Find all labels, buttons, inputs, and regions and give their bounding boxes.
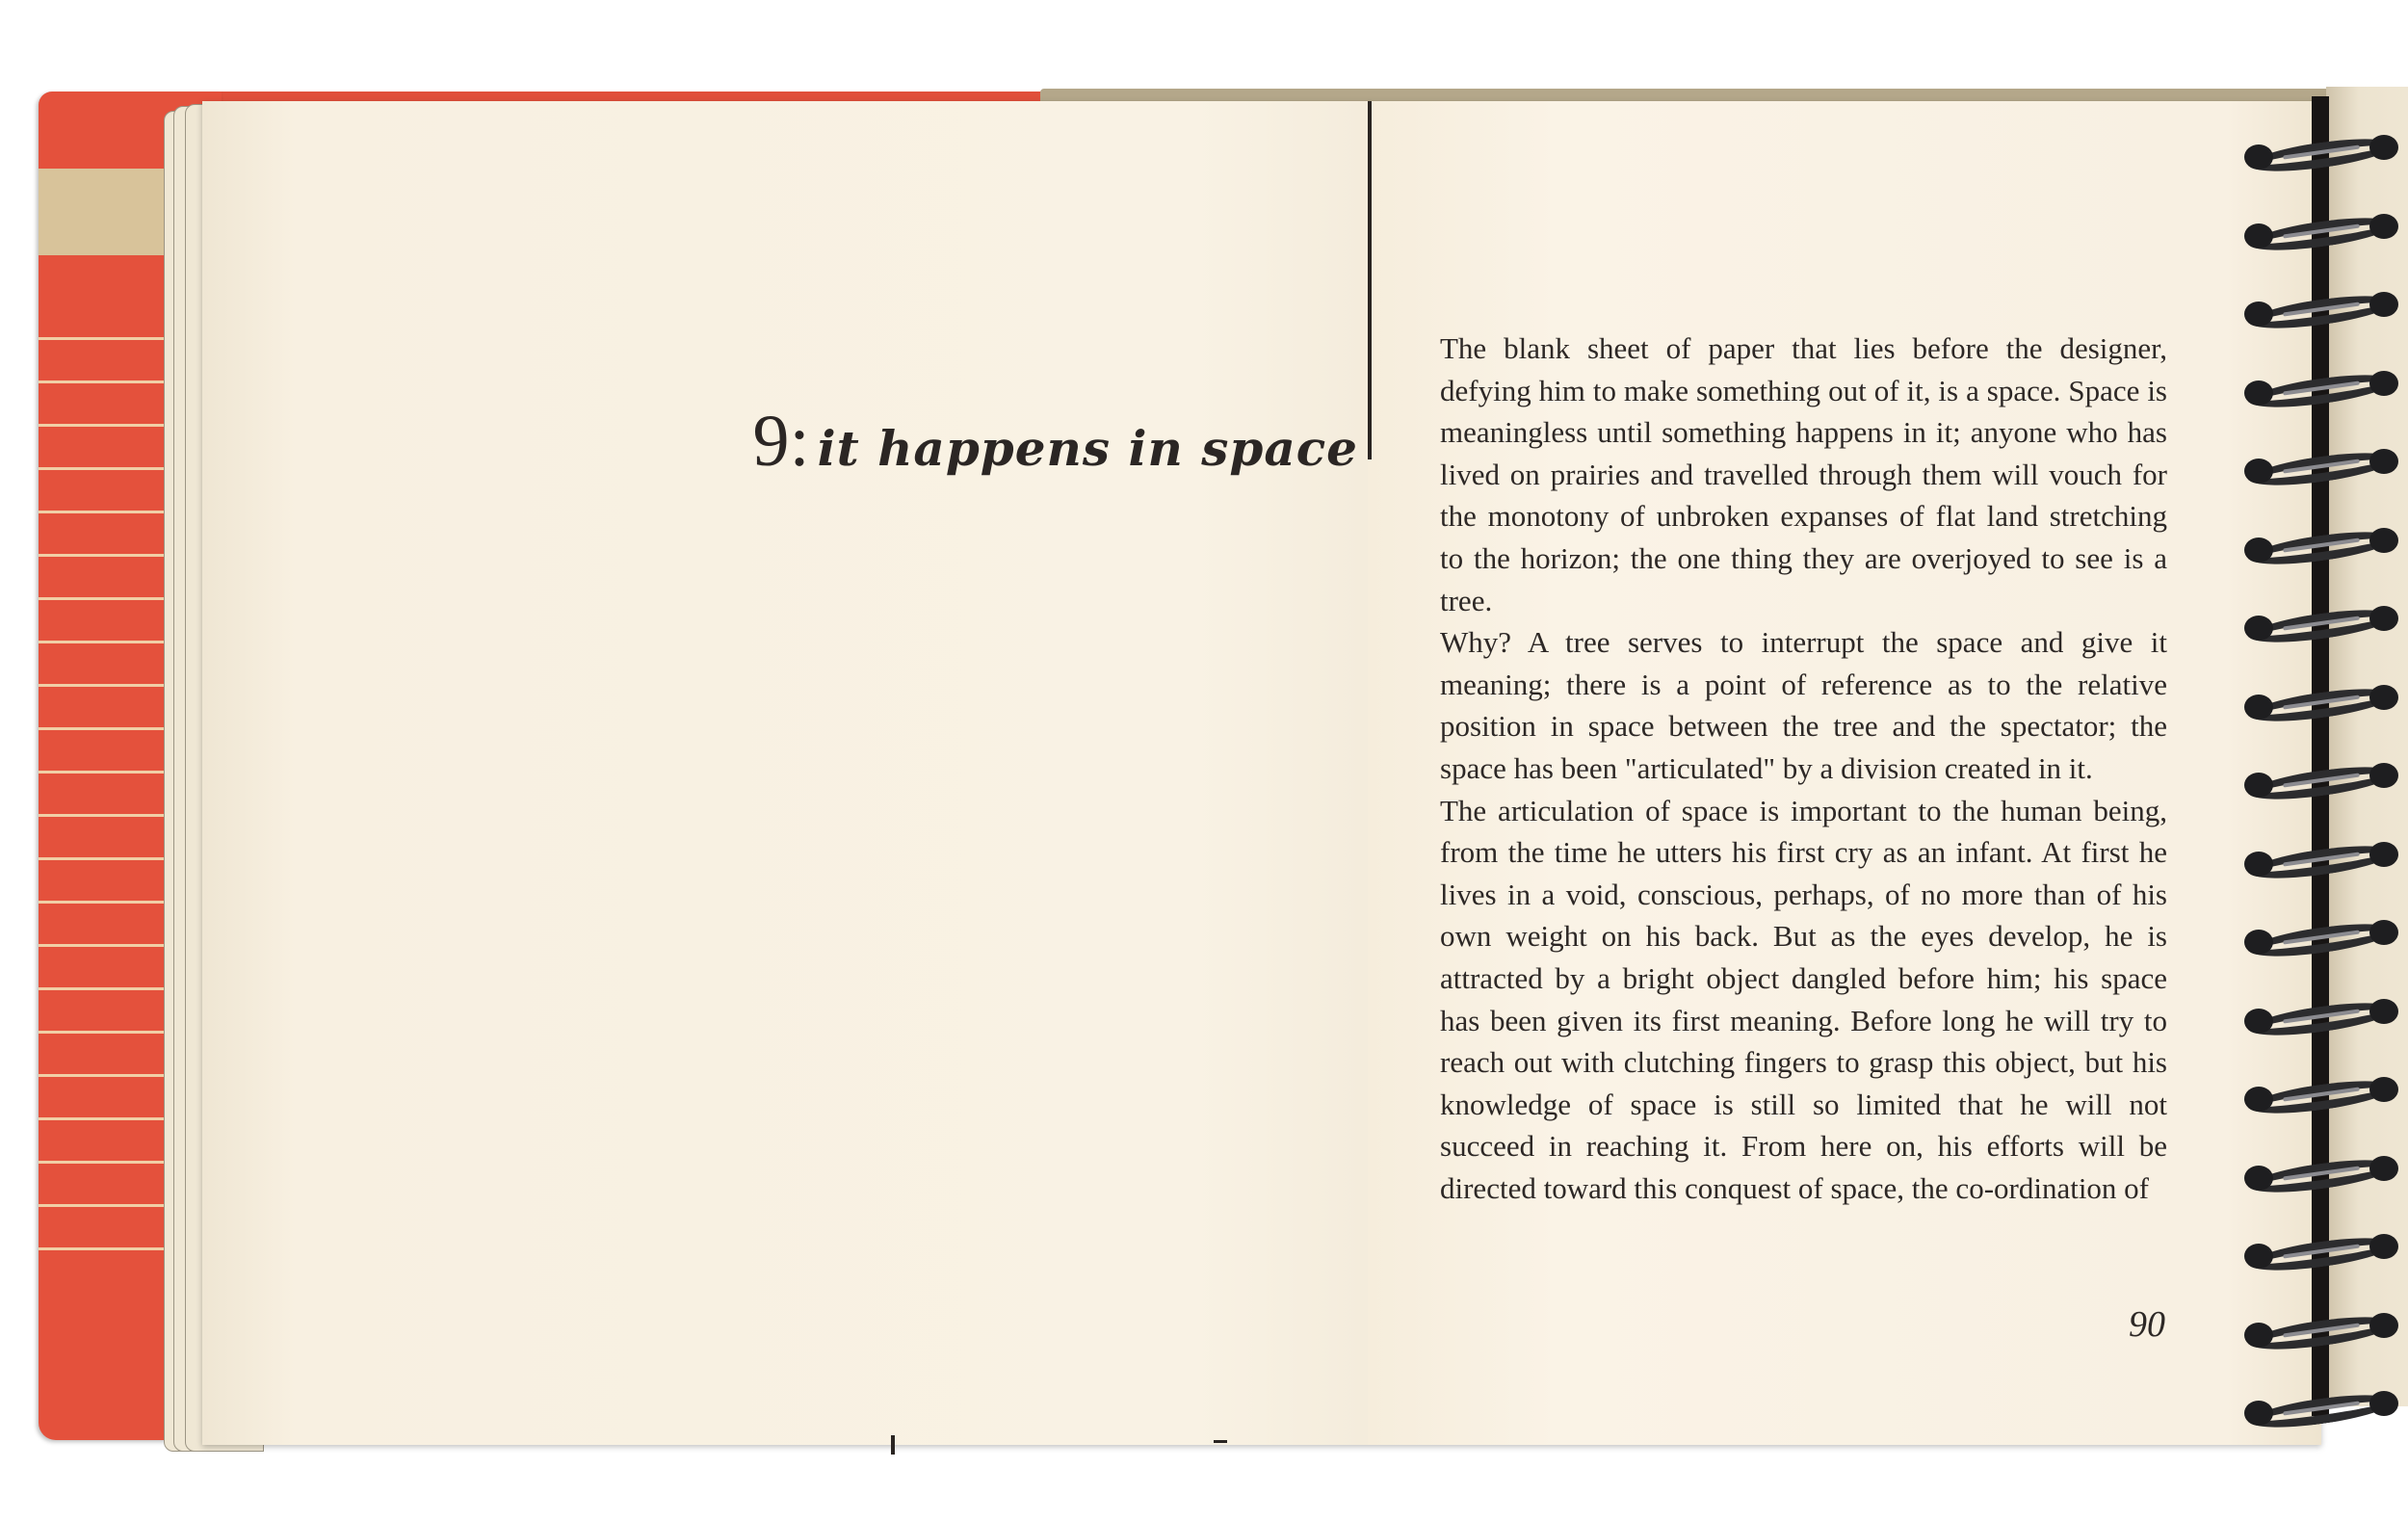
cover-stripe	[39, 597, 173, 600]
paragraph: The articulation of space is important to the human being, from the time he utters his first cry as an infant. At first he lives in a void, conscious, perhaps, of no more than of his own weight on his back. But as the eyes develop, he is attracted by a bright object dangled before him; his space has been given its first meaning. Before long he will try to reach out with clutching fingers to grasp this object, but his knowledge of space is still so limited that he will not succeed in reaching it. From here on, his efforts will be directed toward this conquest of space, the co-ordination of	[1440, 793, 2167, 1205]
back-page-edge	[2326, 87, 2408, 1406]
cover-stripe	[39, 641, 173, 643]
spiral-coil	[2244, 1156, 2398, 1194]
cover-stripe	[39, 467, 173, 470]
cover-stripe	[39, 1247, 173, 1250]
spiral-coil	[2244, 214, 2398, 252]
cover-stripe	[39, 901, 173, 904]
spiral-coil	[2244, 999, 2398, 1037]
cover-stripe	[39, 511, 173, 513]
cover-stripe	[39, 987, 173, 990]
chapter-heading	[752, 400, 1358, 484]
spiral-coil	[2244, 842, 2398, 880]
body-text	[1440, 328, 2167, 1209]
cover-stripe	[39, 1031, 173, 1034]
spiral-coil	[2244, 1234, 2398, 1272]
vertical-rule	[1368, 101, 1372, 459]
cover-stripe	[39, 1074, 173, 1077]
cover-stripe	[39, 727, 173, 730]
chapter-title: it happens in space	[817, 420, 1358, 477]
cover-stripe	[39, 337, 173, 340]
cover-stripe	[39, 944, 173, 947]
spiral-coil	[2244, 371, 2398, 409]
spiral-coil	[2244, 920, 2398, 958]
cover-stripe	[39, 1117, 173, 1120]
cover-stripe	[39, 380, 173, 383]
spiral-coil	[2244, 606, 2398, 644]
spiral-coil	[2244, 1313, 2398, 1351]
spiral-coil	[2244, 135, 2398, 173]
chapter-number: 9:	[752, 401, 810, 482]
cover-stripe	[39, 814, 173, 817]
paragraph: Why? A tree serves to interrupt the space and give it meaning; there is a point of reference as to the relative position in space between the tree and the spectator; the space has been "articulated" by a division created in it.	[1440, 625, 2167, 785]
spiral-coil	[2244, 528, 2398, 566]
paragraph: The blank sheet of paper that lies before the designer, defying him to make something out of it, is a space. Space is meaningless until something happens in it; anyone who has lived on prairies and travelled through them will vouch for the monotony of unbroken expanses of flat land stretching to the horizon; the one thing they are overjoyed to see is a tree.	[1440, 331, 2167, 617]
spiral-coil	[2244, 449, 2398, 487]
spiral-coil	[2244, 685, 2398, 723]
spiral-coil	[2244, 1391, 2398, 1429]
spiral-coil	[2244, 763, 2398, 801]
left-page	[202, 101, 1368, 1445]
spiral-coil	[2244, 1077, 2398, 1115]
cover-stripe	[39, 857, 173, 860]
cover-stripe	[39, 424, 173, 427]
fold-mark	[1214, 1440, 1227, 1443]
cover-stripe	[39, 771, 173, 774]
cover-stripe	[39, 554, 173, 557]
cover-stripe	[39, 684, 173, 687]
cover-stripe	[39, 1161, 173, 1164]
fold-mark	[891, 1435, 895, 1455]
page-number: 90	[2129, 1304, 2165, 1345]
spiral-coil	[2244, 292, 2398, 330]
cover-stripe	[39, 1204, 173, 1207]
